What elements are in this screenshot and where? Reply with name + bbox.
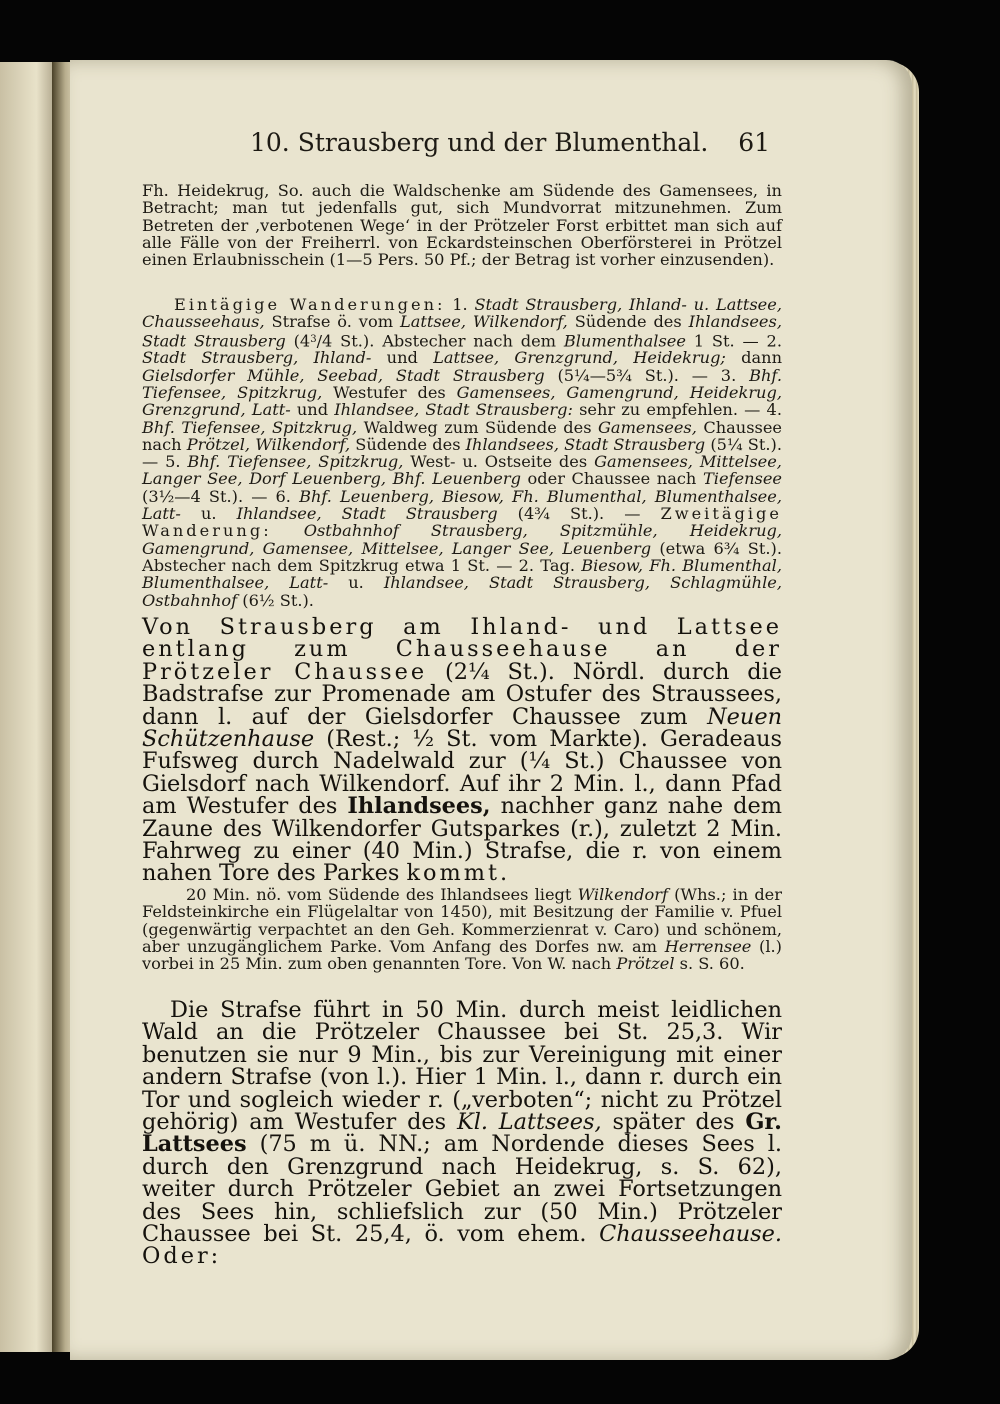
intro-paragraph: Fh. Heidekrug, So. auch die Waldschenke am Südende des Gamensees, in Betracht; man tut jedenfalls gut, sich Mundvorrat mitzunehmen. Zum Betreten der ‚verbotenen Wege‘ in der Prötzeler Forst erbittet man sich auf alle Fälle von der Freiherrl. von Eckardsteinschen Oberförsterei in Prötzel einen Erlaubnisschein (1—5 Pers. 50 Pf.; der Betrag ist vorher einzusenden).: [142, 181, 782, 270]
route-description: Von Strausberg am Ihland- und Lattsee entlang zum Chausseehause an der Prötzeler Chaussee (2¼ St.). Nördl. durch die Badstrafse zur Promenade am Ostufer des Straussees, dann l. auf der Gielsdorfer Chaussee zum Neuen Schützenhause (Rest.; ½ St. vom Markte). Geradeaus Fufsweg durch Nadelwald zur (¼ St.) Chaussee von Gielsdorf nach Wilkendorf. Auf ihr 2 Min. l., dann Pfad am Westufer des Ihlandsees, nachher ganz nahe dem Zaune des Wilkendorfer Gutsparkes (r.), zuletzt 2 Min. Fahrweg zu einer (40 Min.) Strafse, die r. von einem nahen Tore des Parkes kommt.: [142, 614, 783, 887]
day-hikes-label: Eintägige Wanderungen:: [174, 295, 446, 314]
side-note: 20 Min. nö. vom Südende des Ihlandsees liegt Wilkendorf (Whs.; in der Feldsteinkirche ein Flügelaltar von 1450), mit Besitzung der Familie v. Pfuel (gegenwärtig verpachtet an den Geh. Kommerzienrat v. Caro) und schönem, aber unzugänglichem Parke. Vom Anfang des Dorfes nw. am Herrensee (l.) vorbei in 25 Min. zum oben genannten Tore. Von W. nach Prötzel s. S. 60.: [142, 885, 782, 974]
route-heading: Von Strausberg am Ihland- und Lattsee entlang zum Chausseehause an der Prötzeler Chaussee: [142, 614, 782, 685]
chapter-title: 10. Strausberg und der Blumenthal.: [250, 128, 709, 157]
two-day-hike-label: Zweitägige Wanderung:: [142, 504, 782, 541]
running-head: [250, 128, 770, 162]
facing-page-edge: [0, 62, 55, 1352]
page-number: 61: [738, 128, 770, 157]
final-paragraph: Die Strafse führt in 50 Min. durch meist leidlichen Wald an die Prötzeler Chaussee bei St. 25,3. Wir benutzen sie nur 9 Min., bis zur Vereinigung mit einer andern Strafse (von l.). Hier 1 Min. l., dann r. durch ein Tor und sogleich wieder r. („verboten“; nicht zu Prötzel gehörig) am Westufer des Kl. Lattsees, später des Gr. Lattsees (75 m ü. NN.; am Nordende dieses Sees l. durch den Grenzgrund nach Heidekrug, s. S. 62), weiter durch Prötzeler Gebiet an zwei Fortsetzungen des Sees hin, schliefslich zur (50 Min.) Prötzeler Chaussee bei St. 25,4, ö. vom ehem. Chausseehause. Oder:: [142, 997, 782, 1270]
day-hikes-paragraph: Eintägige Wanderungen: 1. Stadt Strausberg, Ihland- u. Lattsee, Chausseehaus, Strafse ö. vom Lattsee, Wilkendorf, Südende des Ihlandsees, Stadt Strausberg ($4^3/4$ St.). Abstecher nach dem Blumenthalsee 1 St. — 2. Stadt Strausberg, Ihland- und Lattsee, Grenzgrund, Heidekrug; dann Gielsdorfer Mühle, Seebad, Stadt Strausberg (5¼—5¾ St.). — 3. Bhf. Tiefensee, Spitzkrug, Westufer des Gamensees, Gamengrund, Heidekrug, Grenzgrund, Latt- und Ihlandsee, Stadt Strausberg: sehr zu empfehlen. — 4. Bhf. Tiefensee, Spitzkrug, Waldweg zum Südende des Gamensees, Chaussee nach Prötzel, Wilkendorf, Südende des Ihlandsees, Stadt Strausberg (5¼ St.). — 5. Bhf. Tiefensee, Spitzkrug, West- u. Ostseite des Gamensees, Mittelsee, Langer See, Dorf Leuenberg, Bhf. Leuenberg oder Chaussee nach Tiefensee (3½—4 St.). — 6. Bhf. Leuenberg, Biesow, Fh. Blumenthal, Blumenthalsee, Latt- u. Ihlandsee, Stadt Strausberg (4¾ St.). — Zweitägige Wanderung: Ostbahnhof Strausberg, Spitzmühle, Heidekrug, Gamengrund, Gamensee, Mittelsee, Langer See, Leuenberg (etwa 6¾ St.). Abstecher nach dem Spitzkrug etwa 1 St. — 2. Tag. Biesow, Fh. Blumenthal, Blumenthalsee, Latt- u. Ihlandsee, Stadt Strausberg, Schlagmühle, Ostbahnhof (6½ St.).: [142, 295, 783, 610]
